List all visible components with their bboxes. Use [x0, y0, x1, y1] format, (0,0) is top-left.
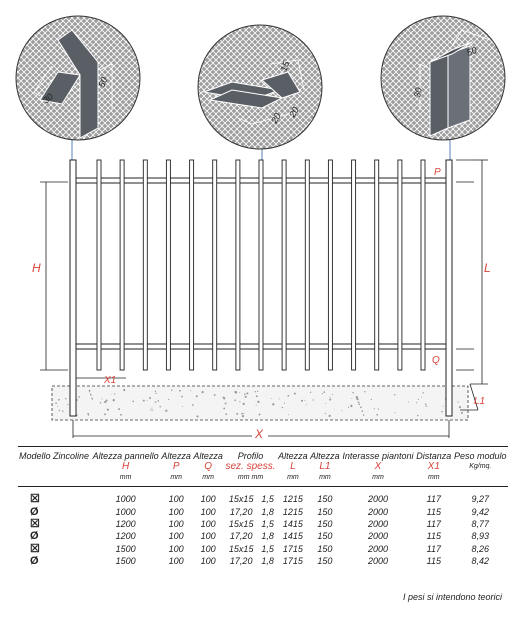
column-header-unit: Kg/mq.	[469, 463, 492, 470]
table-cell: Ø	[30, 555, 39, 568]
picket	[352, 160, 356, 370]
table-cell: 117	[426, 494, 441, 505]
picket	[190, 160, 194, 370]
post-right	[446, 160, 452, 416]
table-row	[18, 543, 508, 555]
table-cell: 2000	[367, 494, 388, 505]
table-cell: 8,93	[471, 531, 490, 542]
table-cell: 15x15	[228, 518, 254, 529]
column-header-label: Profilo	[237, 451, 264, 461]
table-cell: 100	[200, 518, 216, 529]
detail-middle-label-a: 15	[278, 59, 292, 73]
column-header-unit: mm	[427, 474, 440, 481]
table-cell: 1715	[282, 543, 303, 554]
label-l: L	[484, 261, 491, 275]
picket	[375, 160, 379, 370]
table-row	[18, 530, 508, 542]
detail-left-label-a: 30	[40, 91, 55, 106]
column-header	[91, 447, 160, 487]
table-row	[18, 555, 508, 567]
table-cell: 117	[426, 518, 441, 529]
column-header-label: Altezza pannello	[92, 451, 159, 461]
table-cell: 100	[200, 556, 216, 567]
table-cell: 150	[317, 543, 333, 554]
table-cell: 100	[168, 518, 184, 529]
picket	[421, 160, 425, 370]
dimension-p	[456, 160, 474, 182]
column-header	[309, 447, 341, 487]
picket	[120, 160, 124, 370]
table-cell: 8,42	[471, 556, 490, 567]
dimension-q	[456, 349, 474, 370]
footnote: I pesi si intendono teorici	[402, 592, 502, 602]
table-cell: 117	[426, 543, 441, 554]
column-header-symbol: P	[172, 461, 180, 472]
picket	[259, 160, 263, 370]
table-cell: 2000	[367, 556, 388, 567]
table-cell: 100	[168, 506, 184, 517]
table-cell: 8,26	[471, 543, 490, 554]
picket	[143, 160, 147, 370]
table-cell: 150	[317, 531, 333, 542]
column-header	[224, 447, 277, 487]
table-cell: 100	[168, 531, 184, 542]
column-header-label: Altezza	[310, 451, 340, 461]
detail-right	[381, 16, 505, 140]
column-header-symbol: L	[290, 461, 296, 472]
table-cell: 1,8	[261, 556, 274, 567]
column-header	[341, 447, 415, 487]
detail-middle	[198, 25, 322, 149]
table-cell: 2000	[367, 531, 388, 542]
table-cell: 100	[200, 494, 216, 505]
picket	[166, 160, 170, 370]
column-header	[277, 447, 309, 487]
table-cell: 115	[426, 556, 441, 567]
column-header-unit: mm	[119, 474, 132, 481]
table-cell: 150	[317, 556, 333, 567]
post-left	[70, 160, 76, 416]
table-cell: 1,5	[261, 543, 274, 554]
table-cell: 100	[200, 531, 216, 542]
table-cell: 1500	[115, 543, 136, 554]
column-header-symbol: X1	[427, 461, 440, 472]
column-header	[160, 447, 192, 487]
label-x1: X1	[104, 375, 117, 386]
table-cell: 100	[168, 543, 184, 554]
table-cell: 1200	[115, 518, 136, 529]
table-cell: 17,20	[229, 506, 253, 517]
column-header-label: Interasse piantoni	[342, 451, 414, 461]
table-cell: 1,8	[261, 531, 274, 542]
table-cell: 150	[317, 494, 333, 505]
picket	[328, 160, 332, 370]
column-header-unit: mm	[319, 474, 331, 481]
table-cell: 1000	[115, 506, 136, 517]
column-header-unit: mm	[202, 474, 214, 481]
table-cell: 17,20	[229, 531, 253, 542]
detail-middle-label-c: 20	[287, 105, 301, 119]
column-header-unit: mm	[287, 474, 299, 481]
detail-right-label-a: 50	[465, 45, 479, 58]
label-p: P	[434, 167, 441, 178]
table-cell: 1215	[282, 506, 303, 517]
table-row	[18, 505, 508, 517]
table-cell: 1,5	[261, 518, 274, 529]
table-cell: 9,42	[471, 506, 490, 517]
table-row	[18, 518, 508, 530]
table-cell: 15x15	[228, 494, 254, 505]
column-header-unit: mm mm	[237, 474, 264, 481]
picket	[282, 160, 286, 370]
column-header-symbol: X	[374, 461, 382, 472]
table-cell: 100	[168, 556, 184, 567]
column-header-label: Altezza	[193, 451, 223, 461]
label-h: H	[32, 261, 41, 275]
table-cell: 1200	[115, 531, 136, 542]
table-cell: 1415	[282, 531, 303, 542]
specification-table	[18, 446, 508, 567]
concrete-base	[52, 386, 468, 420]
table-row	[18, 487, 508, 506]
column-header-unit: mm	[372, 474, 384, 481]
table-cell: 2000	[367, 518, 388, 529]
label-q: Q	[432, 355, 440, 366]
table-cell: Ø	[30, 505, 39, 518]
table-cell: ☒	[30, 517, 40, 530]
detail-left-label-b: 50	[96, 75, 110, 89]
column-header	[18, 447, 91, 487]
dimension-h	[40, 182, 68, 370]
table-cell: 150	[317, 518, 333, 529]
table-cell: 1,8	[261, 506, 274, 517]
table-cell: 100	[168, 494, 184, 505]
detail-left	[16, 16, 140, 140]
table-cell: ☒	[30, 542, 40, 555]
table-cell: 1715	[282, 556, 303, 567]
picket	[236, 160, 240, 370]
detail-middle-label-b: 20	[269, 111, 283, 125]
column-header-symbol: sez. spess.	[225, 461, 276, 472]
table-cell: 17,20	[229, 556, 253, 567]
column-header-label: Modello Zincoline	[19, 451, 90, 461]
table-cell: 100	[200, 506, 216, 517]
column-header-label: Distanza	[416, 451, 452, 461]
column-header	[415, 447, 453, 487]
column-header-symbol: L1	[319, 461, 331, 472]
table-cell: 115	[426, 531, 441, 542]
picket	[398, 160, 402, 370]
table-cell: 15x15	[228, 543, 254, 554]
column-header	[192, 447, 224, 487]
table-cell: 1215	[282, 494, 303, 505]
table-cell: 1500	[115, 556, 136, 567]
column-header-label: Altezza	[278, 451, 308, 461]
picket	[97, 160, 101, 370]
table-cell: 8,77	[471, 518, 490, 529]
detail-right-label-b: 30	[412, 86, 424, 99]
table-cell: 9,27	[471, 494, 490, 505]
column-header-symbol: Q	[204, 461, 213, 472]
picket	[213, 160, 217, 370]
column-header	[453, 447, 508, 487]
label-x: X	[255, 427, 264, 440]
pickets	[97, 160, 425, 370]
column-header-symbol: H	[122, 461, 130, 472]
label-l1: L1	[474, 396, 486, 407]
table-cell: Ø	[30, 530, 39, 543]
table-cell: 2000	[367, 506, 388, 517]
table-cell: ☒	[30, 493, 40, 506]
table-cell: 150	[317, 506, 333, 517]
table-cell: 1000	[115, 494, 136, 505]
column-header-unit: mm	[170, 474, 182, 481]
table-cell: 1415	[282, 518, 303, 529]
table-cell: 2000	[367, 543, 388, 554]
table-cell: 100	[200, 543, 216, 554]
column-header-label: Peso modulo	[454, 451, 507, 461]
table-cell: 1,5	[261, 494, 274, 505]
picket	[305, 160, 309, 370]
table-cell: 115	[426, 506, 441, 517]
column-header-label: Altezza	[161, 451, 191, 461]
